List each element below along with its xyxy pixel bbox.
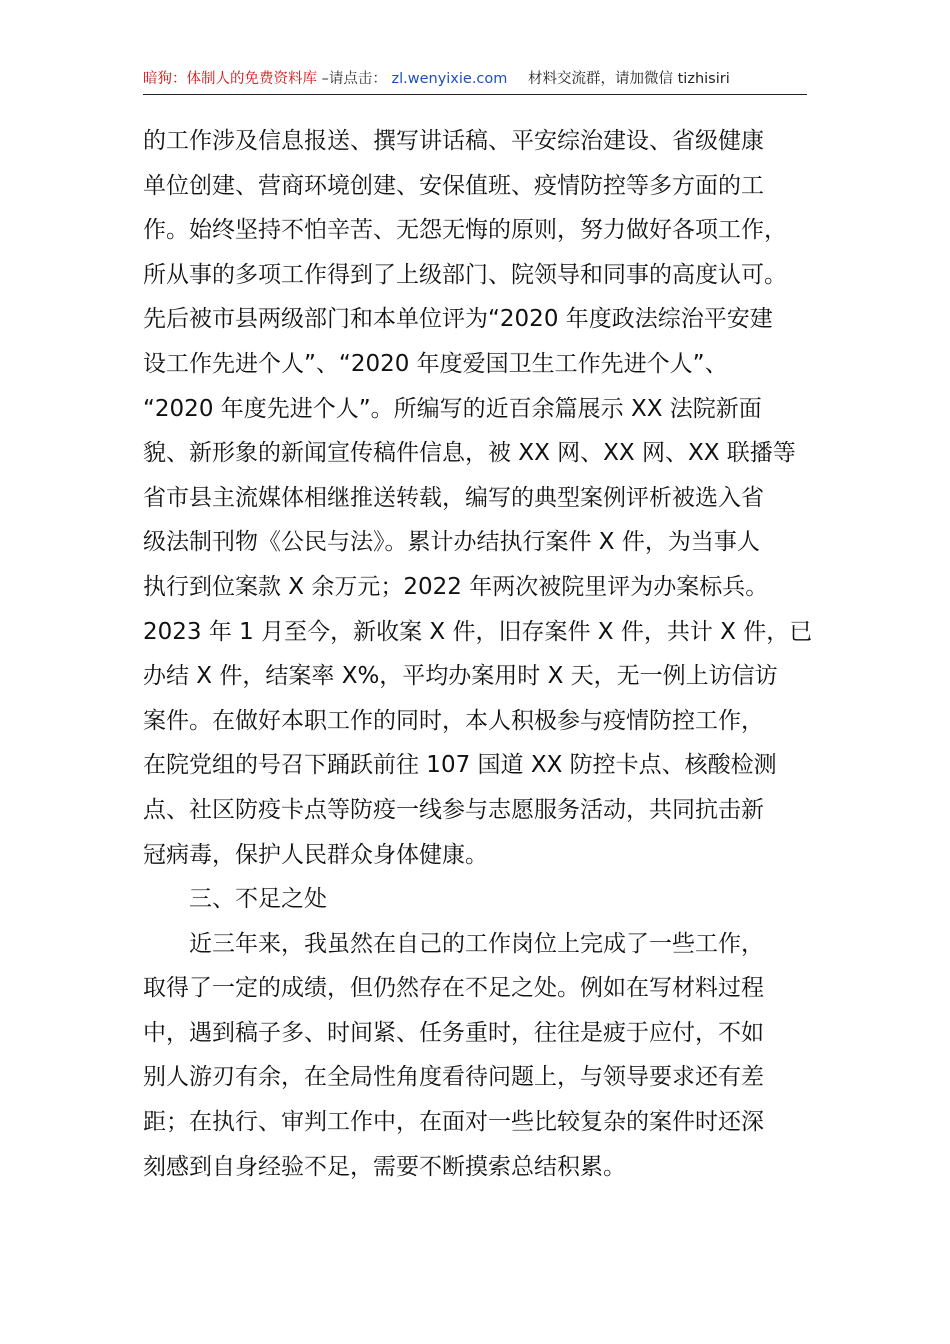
text-line: 设工作先进个人”、“2020 年度爱国卫生工作先进个人”、 — [143, 350, 728, 377]
text-line: 办结 X 件，结案率 X%，平均办案用时 X 天，无一例上访信访 — [143, 663, 778, 690]
text-line: 所从事的多项工作得到了上级部门、院领导和同事的高度认可。 — [143, 261, 787, 288]
text-line: 近三年来，我虽然在自己的工作岗位上完成了一些工作， — [189, 930, 764, 957]
document-body — [143, 119, 815, 1189]
text-line: 刻感到自身经验不足，需要不断摸索总结积累。 — [143, 1153, 626, 1180]
text-line: 单位创建、营商环境创建、安保值班、疫情防控等多方面的工 — [143, 172, 764, 199]
section-heading: 三、不足之处 — [189, 886, 327, 913]
text-line: 的工作涉及信息报送、撰写讲话稿、平安综治建设、省级健康 — [143, 128, 764, 154]
text-line: 省市县主流媒体相继推送转载，编写的典型案例评析被选入省 — [143, 484, 764, 511]
text-line: 距；在执行、审判工作中，在面对一些比较复杂的案件时还深 — [143, 1109, 764, 1136]
text-line: 冠病毒，保护人民群众身体健康。 — [143, 841, 488, 868]
text-line: “2020 年度先进个人”。所编写的近百余篇展示 XX 法院新面 — [143, 395, 762, 422]
text-line: 貌、新形象的新闻宣传稿件信息，被 XX 网、XX 网、XX 联播等 — [143, 440, 796, 467]
text-line: 案件。在做好本职工作的同时，本人积极参与疫情防控工作， — [143, 707, 764, 734]
text-line: 取得了一定的成绩，但仍然存在不足之处。例如在写材料过程 — [143, 975, 764, 1002]
header-link[interactable]: zl.wenyixie.com — [391, 71, 508, 87]
text-line: 先后被市县两级部门和本单位评为“2020 年度政法综治平安建 — [143, 306, 773, 333]
header-prompt: –请点击： — [321, 71, 387, 87]
text-line: 在院党组的号召下踊跃前往 107 国道 XX 防控卡点、核酸检测 — [143, 752, 777, 779]
text-line: 执行到位案款 X 余万元；2022 年两次被院里评为办案标兵。 — [143, 573, 769, 600]
header-contact: 材料交流群，请加微信 tizhisiri — [528, 71, 730, 87]
text-line: 别人游刃有余，在全局性角度看待问题上，与领导要求还有差 — [143, 1064, 764, 1091]
text-line: 作。始终坚持不怕辛苦、无怨无悔的原则，努力做好各项工作， — [143, 217, 787, 244]
text-line: 级法制刊物《公民与法》。累计办结执行案件 X 件，为当事人 — [143, 529, 760, 556]
text-line: 2023 年 1 月至今，新收案 X 件，旧存案件 X 件，共计 X 件，已 — [143, 618, 813, 645]
text-line: 中，遇到稿子多、时间紧、任务重时，往往是疲于应付，不如 — [143, 1019, 764, 1046]
header-brand: 暗狗：体制人的免费资料库 — [143, 71, 317, 87]
text-line: 点、社区防疫卡点等防疫一线参与志愿服务活动，共同抗击新 — [143, 796, 764, 823]
page-header — [143, 64, 807, 95]
